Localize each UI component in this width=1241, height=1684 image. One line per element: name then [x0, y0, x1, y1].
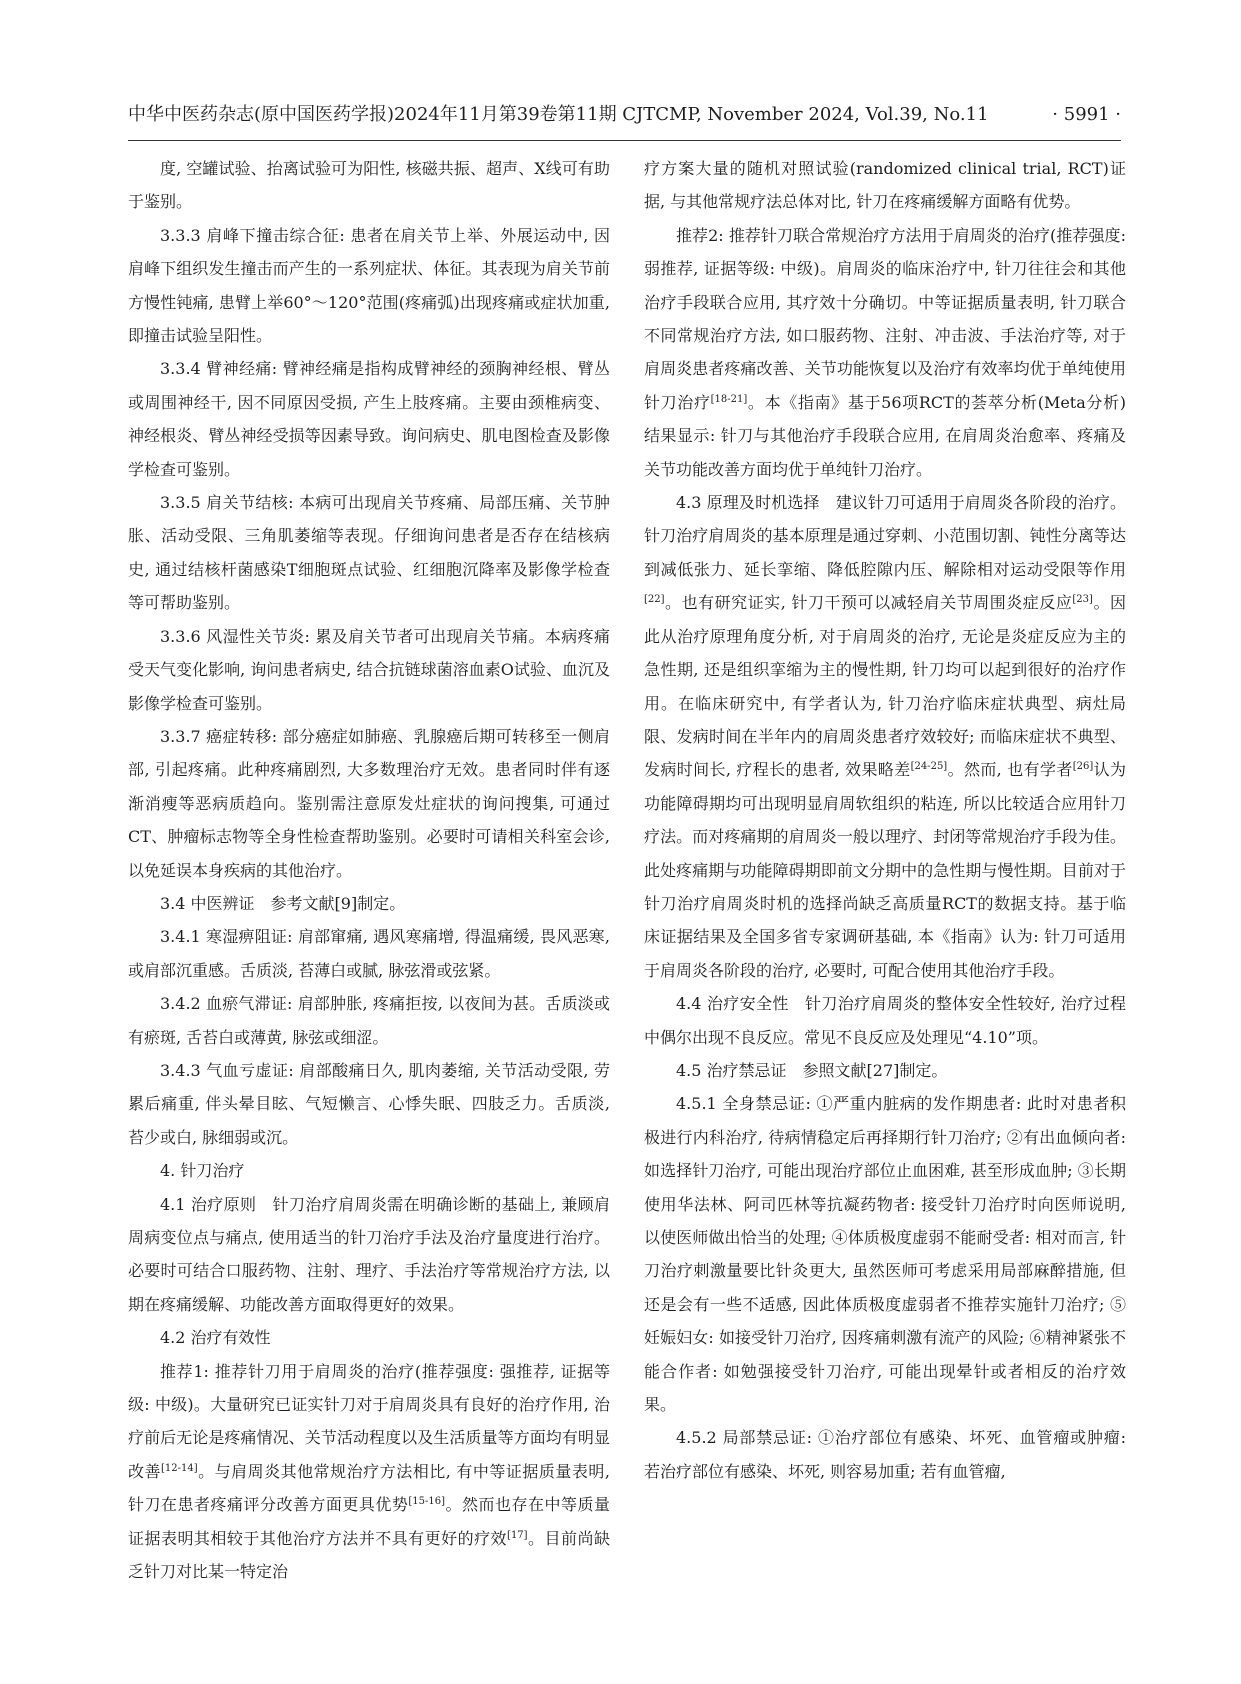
paragraph-text: 4.5 治疗禁忌证 参照文献[27]制定。	[676, 1060, 948, 1080]
paragraph	[128, 352, 610, 486]
paragraph	[128, 219, 610, 353]
paragraph-text: 度, 空罐试验、抬离试验可为阳性, 核磁共振、超声、X线可有助于鉴别。	[128, 159, 610, 212]
paragraph	[644, 1421, 1126, 1488]
journal-citation: 中华中医药杂志(原中国医药学报)2024年11月第39卷第11期 CJTCMP, November 2024, Vol.39, No.11	[128, 104, 989, 125]
paragraph-text: 3.3.5 肩关节结核: 本病可出现肩关节疼痛、局部压痛、关节肿胀、活动受限、三角肌萎缩等表现。仔细询问患者是否存在结核病史, 通过结核杆菌感染T细胞斑点试验、红细胞沉降率及影像学检查等可帮助鉴别。	[128, 493, 610, 613]
paragraph	[128, 1188, 610, 1322]
paragraph-text: 4. 针刀治疗	[160, 1161, 245, 1181]
paragraph-text: 推荐2: 推荐针刀联合常规治疗方法用于肩周炎的治疗(推荐强度: 弱推荐, 证据等级: 中级)。肩周炎的临床治疗中, 针刀往往会和其他治疗手段联合应用, 其疗效十分确切。中等证据质量表明, 针刀联合不同常规治疗方法, 如口服药物、注射、冲击波、手法治疗等, 对于肩周炎患者疼痛改善、关节功能恢复以及治疗有效率均优于单纯使用针刀治疗	[644, 225, 1126, 412]
paragraph	[128, 1321, 610, 1354]
paragraph-text: 疗方案大量的随机对照试验(randomized clinical trial, RCT)证据, 与其他常规疗法总体对比, 针刀在疼痛缓解方面略有优势。	[644, 159, 1126, 212]
paragraph	[128, 1355, 610, 1589]
paragraph-text: 3.3.7 癌症转移: 部分癌症如肺癌、乳腺癌后期可转移至一侧肩部, 引起疼痛。此种疼痛剧烈, 大多数理治疗无效。患者同时伴有逐渐消瘦等恶病质趋向。鉴别需注意原发灶症状的询问搜集, 可通过CT、肿瘤标志物等全身性检查帮助鉴别。必要时可请相关科室会诊, 以免延误本身疾病的其他治疗。	[128, 726, 610, 880]
citation-ref: [23]	[1072, 594, 1093, 606]
paragraph-text: 4.1 治疗原则 针刀治疗肩周炎需在明确诊断的基础上, 兼顾肩周病变位点与痛点, 使用适当的针刀治疗手法及治疗量度进行治疗。必要时可结合口服药物、注射、理疗、手法治疗等常规治疗方法, 以期在疼痛缓解、功能改善方面取得更好的效果。	[128, 1194, 610, 1314]
paragraph-text: 3.3.6 风湿性关节炎: 累及肩关节者可出现肩关节痛。本病疼痛受天气变化影响, 询问患者病史, 结合抗链球菌溶血素O试验、血沉及影像学检查可鉴别。	[128, 626, 610, 713]
right-column	[644, 152, 1126, 1662]
paragraph-text: 4.4 治疗安全性 针刀治疗肩周炎的整体安全性较好, 治疗过程中偶尔出现不良反应。常见不良反应及处理见“4.10”项。	[644, 994, 1126, 1047]
paragraph-text: 3.3.3 肩峰下撞击综合征: 患者在肩关节上举、外展运动中, 因肩峰下组织发生撞击而产生的一系列症状、体征。其表现为肩关节前方慢性钝痛, 患臂上举60°～120°范围(疼痛弧)出现疼痛或症状加重, 即撞击试验呈阳性。	[128, 225, 610, 346]
paragraph	[128, 1054, 610, 1154]
paragraph-text: 认为功能障碍期均可出现明显肩周软组织的粘连, 所以比较适合应用针刀疗法。而对疼痛期的肩周炎一般以理疗、封闭等常规治疗手段为佳。此处疼痛期与功能障碍期即前文分期中的急性期与慢性期。目前对于针刀治疗肩周炎时机的选择尚缺乏高质量RCT的数据支持。基于临床证据结果及全国多省专家调研基础, 本《指南》认为: 针刀可适用于肩周炎各阶段的治疗, 必要时, 可配合使用其他治疗手段。	[644, 760, 1126, 980]
paragraph-text: 。也有研究证实, 针刀干预可以减轻肩关节周围炎症反应	[664, 593, 1073, 613]
paragraph	[644, 152, 1126, 219]
paragraph-text: 4.5.2 局部禁忌证: ①治疗部位有感染、坏死、血管瘤或肿瘤: 若治疗部位有感染、坏死, 则容易加重; 若有血管瘤,	[644, 1428, 1126, 1481]
paragraph-text: 。与肩周炎其他常规治疗方法相比, 有中等证据质量表明, 针刀在患者疼痛评分改善方面更具优势	[128, 1461, 610, 1515]
paragraph	[128, 720, 610, 887]
paragraph-text: 3.3.4 臂神经痛: 臂神经痛是指构成臂神经的颈胸神经根、臂丛或周围神经干, 因不同原因受损, 产生上肢疼痛。主要由颈椎病变、神经根炎、臂丛神经受损等因素导致。询问病史、肌电图检查及影像学检查可鉴别。	[128, 359, 610, 479]
paragraph-text: 推荐1: 推荐针刀用于肩周炎的治疗(推荐强度: 强推荐, 证据等级: 中级)。大量研究已证实针刀对于肩周炎具有良好的治疗作用, 治疗前后无论是疼痛情况、关节活动程度以及生活质量等方面均有明显改善	[128, 1361, 610, 1481]
paragraph	[644, 1087, 1126, 1421]
paragraph-text: 。然而也存在中等质量证据表明其相较于其他治疗方法并不具有更好的疗效	[128, 1495, 610, 1548]
left-column	[128, 152, 610, 1662]
paragraph-text: 3.4.1 寒湿痹阻证: 肩部窜痛, 遇风寒痛增, 得温痛缓, 畏风恶寒, 或肩部沉重感。舌质淡, 苔薄白或腻, 脉弦滑或弦紧。	[128, 927, 610, 980]
page-number: · 5991 ·	[1052, 104, 1121, 125]
citation-ref: [24-25]	[910, 761, 948, 773]
header-rule	[128, 140, 1121, 141]
paragraph-text: 。本《指南》基于56项RCT的荟萃分析(Meta分析)结果显示: 针刀与其他治疗手段联合应用, 在肩周炎治愈率、疼痛及关节功能改善方面均优于单纯针刀治疗。	[644, 392, 1126, 479]
paragraph-text: 4.2 治疗有效性	[160, 1328, 271, 1348]
paragraph	[128, 486, 610, 620]
paragraph	[128, 1154, 610, 1187]
paragraph-text: 。然而, 也有学者	[947, 760, 1073, 780]
paragraph-text: 3.4.2 血瘀气滞证: 肩部肿胀, 疼痛拒按, 以夜间为甚。舌质淡或有瘀斑, 舌苔白或薄黄, 脉弦或细涩。	[128, 994, 610, 1047]
paragraph	[644, 987, 1126, 1054]
paragraph-text: 4.5.1 全身禁忌证: ①严重内脏病的发作期患者: 此时对患者积极进行内科治疗, 待病情稳定后再择期行针刀治疗; ②有出血倾向者: 如选择针刀治疗, 可能出现治疗部位止血困难, 甚至形成血肿; ③长期使用华法林、阿司匹林等抗凝药物者: 接受针刀治疗时向医师说明, 以使医师做出恰当的处理; ④体质极度虚弱不能耐受者: 相对而言, 针刀治疗刺激量要比针灸更大, 虽然医师可考虑采用局部麻醉措施, 但还是会有一些不适感, 因此体质极度虚弱者不推荐实施针刀治疗; ⑤妊娠妇女: 如接受针刀治疗, 因疼痛刺激有流产的风险; ⑥精神紧张不能合作者: 如勉强接受针刀治疗, 可能出现晕针或者相反的治疗效果。	[644, 1094, 1126, 1415]
running-header	[128, 98, 1121, 132]
paragraph-text: 。目前尚缺乏针刀对比某一特定治	[128, 1528, 610, 1582]
citation-ref: [17]	[507, 1529, 528, 1541]
citation-ref: [18-21]	[710, 393, 748, 405]
paragraph	[644, 1054, 1126, 1087]
paragraph	[644, 219, 1126, 486]
paragraph	[128, 887, 610, 920]
paragraph	[644, 486, 1126, 987]
citation-ref: [15-16]	[408, 1496, 446, 1508]
paragraph-text: 4.3 原理及时机选择 建议针刀可适用于肩周炎各阶段的治疗。针刀治疗肩周炎的基本原理是通过穿刺、小范围切割、钝性分离等达到减低张力、延长挛缩、降低腔隙内压、解除相对运动受限等作用	[644, 493, 1126, 579]
citation-ref: [22]	[644, 594, 665, 606]
paragraph	[128, 987, 610, 1054]
paragraph	[128, 152, 610, 219]
paragraph-text: 。因此从治疗原理角度分析, 对于肩周炎的治疗, 无论是炎症反应为主的急性期, 还是组织挛缩为主的慢性期, 针刀均可以起到很好的治疗作用。在临床研究中, 有学者认为, 针刀治疗临床症状典型、病灶局限、发病时间在半年内的肩周炎患者疗效较好; 而临床症状不典型、发病时间长, 疗程长的患者, 效果略差	[644, 593, 1126, 780]
citation-ref: [26]	[1072, 761, 1094, 773]
paragraph	[128, 920, 610, 987]
paragraph-text: 3.4 中医辨证 参考文献[9]制定。	[160, 893, 406, 913]
paragraph-text: 3.4.3 气血亏虚证: 肩部酸痛日久, 肌肉萎缩, 关节活动受限, 劳累后痛重, 伴头晕目眩、气短懒言、心悸失眠、四肢乏力。舌质淡, 苔少或白, 脉细弱或沉。	[128, 1060, 610, 1147]
citation-ref: [12-14]	[161, 1462, 198, 1474]
paragraph	[128, 620, 610, 720]
